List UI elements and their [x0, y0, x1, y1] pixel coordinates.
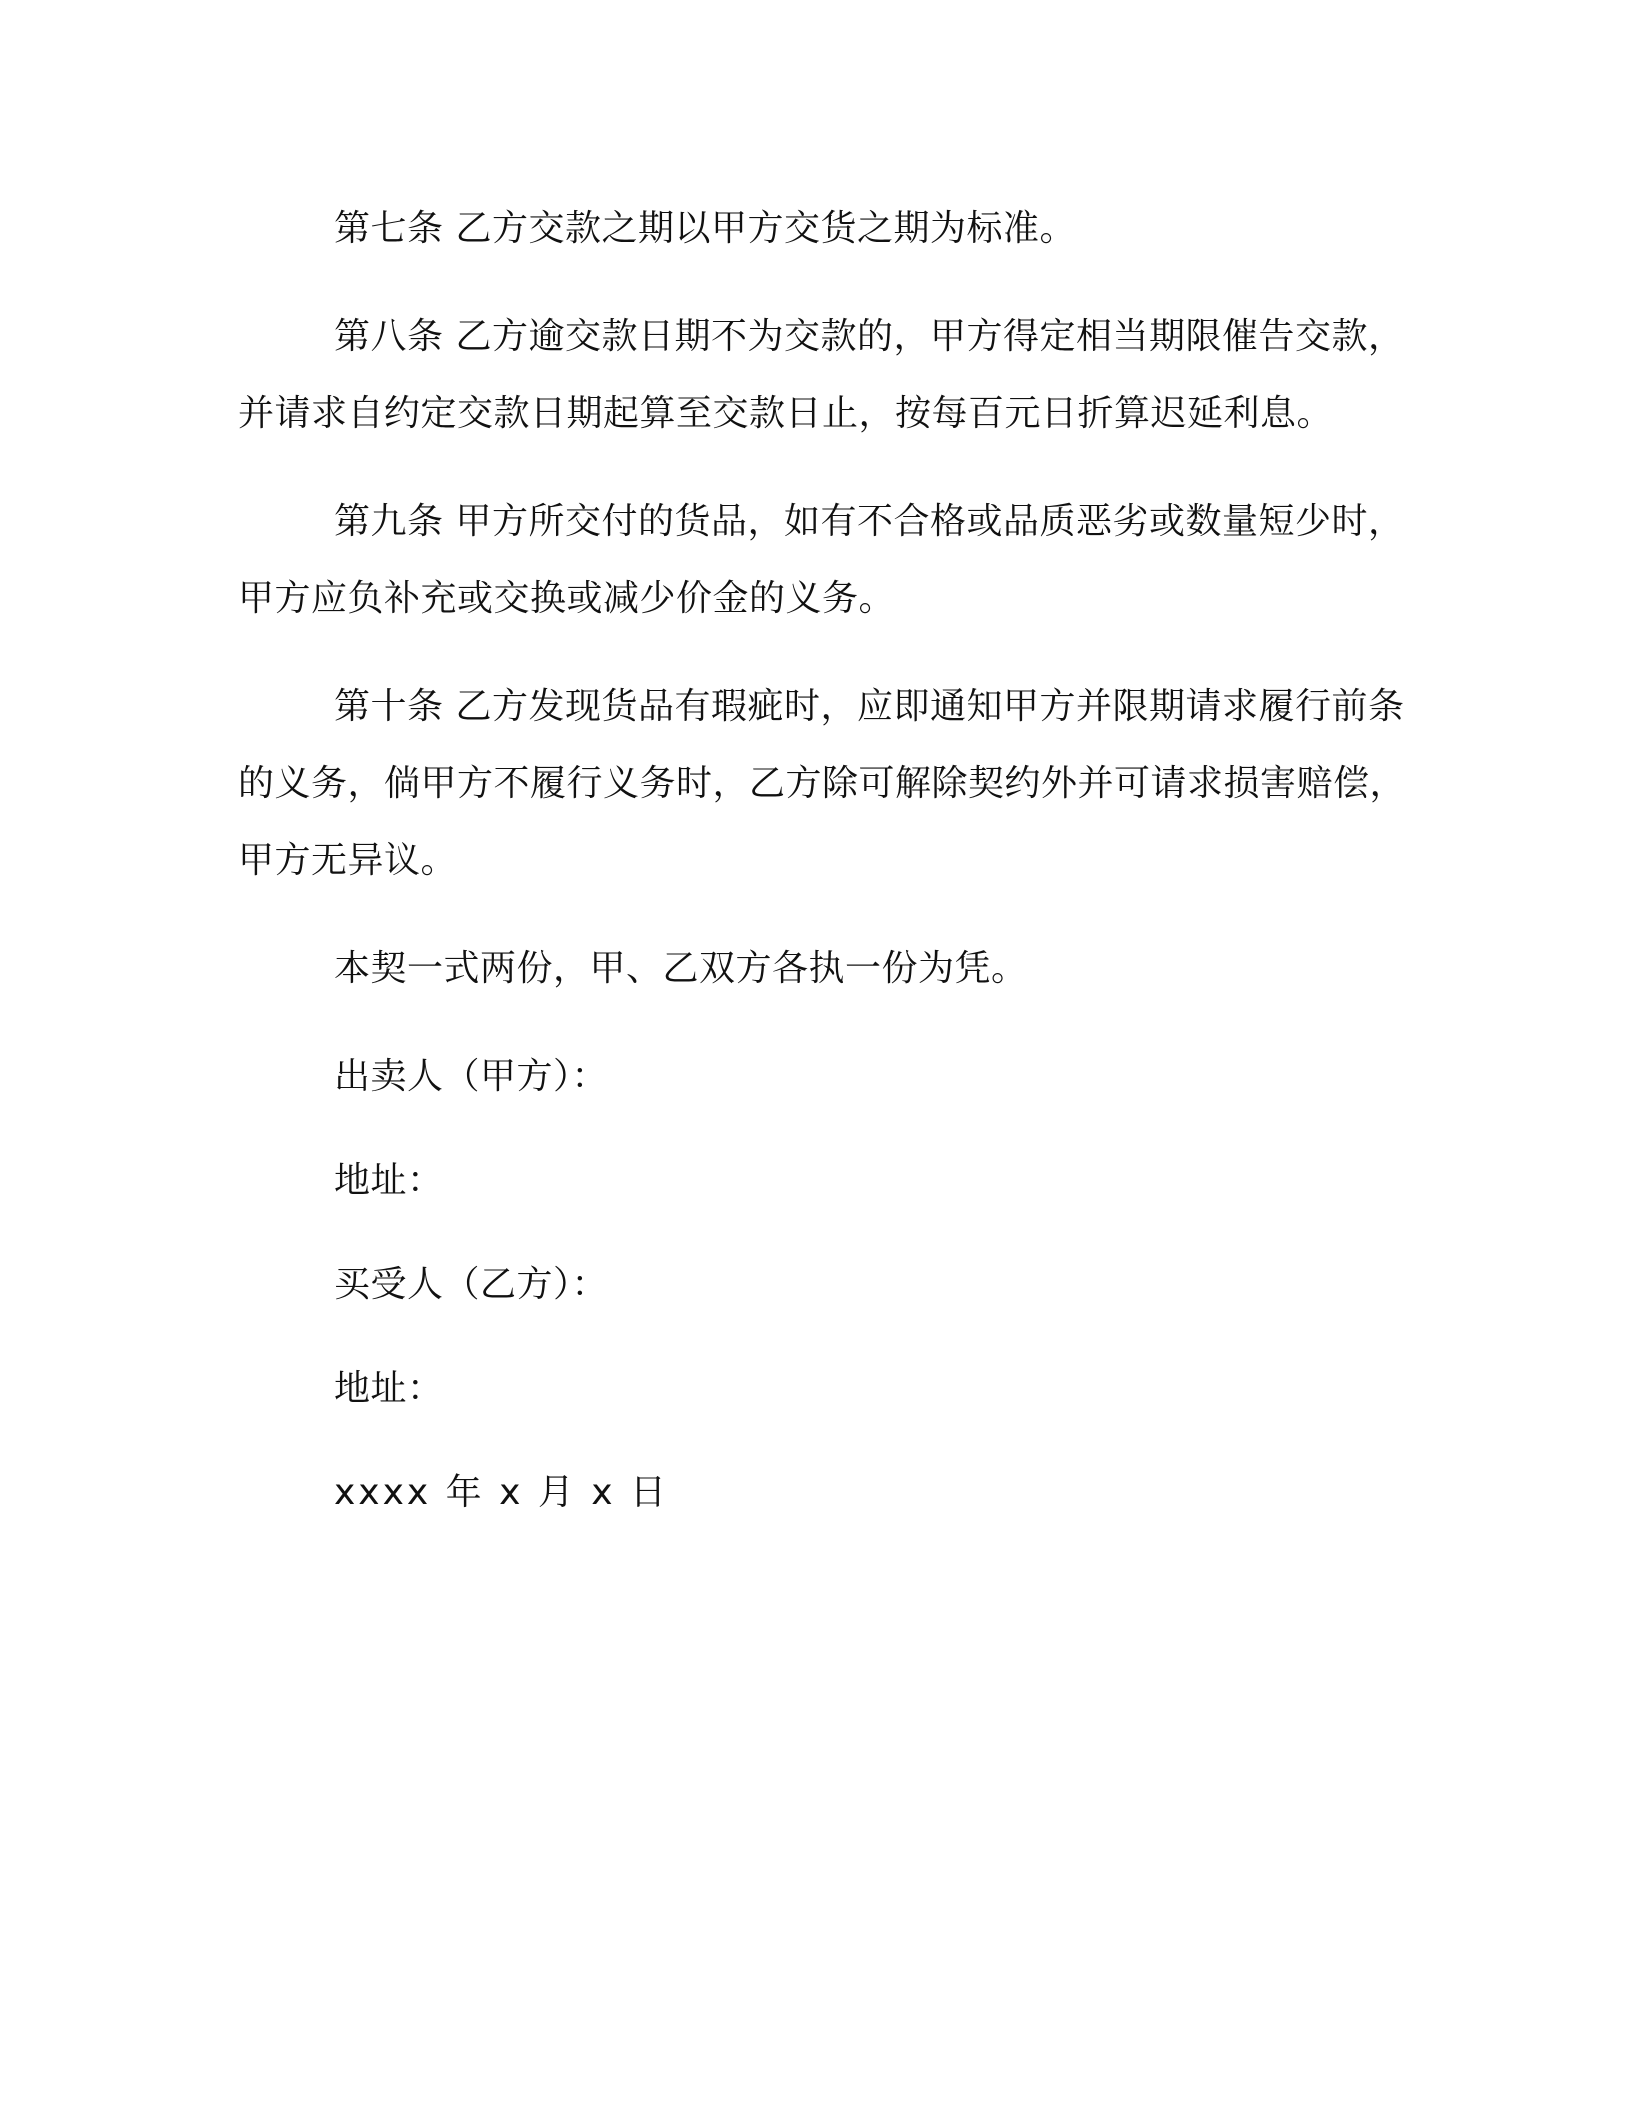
article-10: 第十条 乙方发现货品有瑕疵时，应即通知甲方并限期请求履行前条的义务，倘甲方不履行义务时，乙方除可解除契约外并可请求损害赔偿，甲方无异议。 [238, 686, 1407, 881]
copies-clause: 本契一式两份，甲、乙双方各执一份为凭。 [334, 948, 1028, 989]
signing-date: xxxx 年 x 月 x 日 [334, 1472, 670, 1513]
seller-label: 出卖人（甲方）： [334, 1056, 609, 1097]
buyer-label: 买受人（乙方）： [334, 1264, 609, 1305]
article-9: 第九条 甲方所交付的货品，如有不合格或品质恶劣或数量短少时，甲方应负补充或交换或减少价金的义务。 [238, 501, 1405, 619]
article-8: 第八条 乙方逾交款日期不为交款的，甲方得定相当期限催告交款，并请求自约定交款日期起算至交款日止，按每百元日折算迟延利息。 [238, 316, 1405, 434]
document-body [238, 190, 1408, 1558]
buyer-address-label: 地址： [334, 1368, 444, 1409]
article-7: 第七条 乙方交款之期以甲方交货之期为标准。 [334, 208, 1076, 249]
seller-address-label: 地址： [334, 1160, 444, 1201]
